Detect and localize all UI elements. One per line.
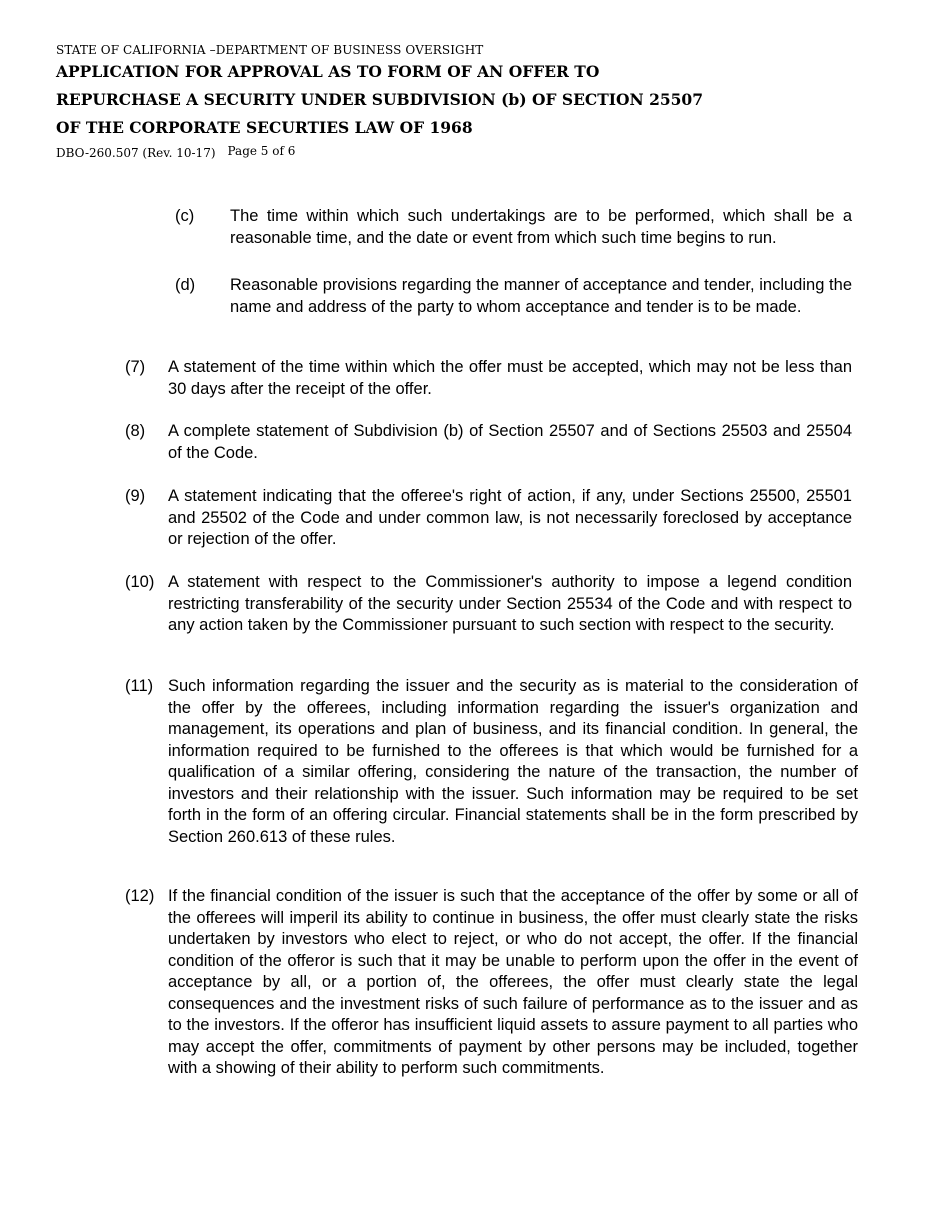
sub-item-d xyxy=(175,275,852,318)
form-title-line-3: OF THE CORPORATE SECURTIES LAW OF 1968 xyxy=(56,118,473,137)
item-marker: (7) xyxy=(125,358,146,376)
form-meta xyxy=(56,144,916,162)
item-marker: (9) xyxy=(125,487,146,505)
sub-item-c xyxy=(175,206,852,249)
item-8 xyxy=(125,421,852,464)
sub-item-text: Reasonable provisions regarding the manner of acceptance and tender, including the name and address of the party to whom acceptance and tender is to be made. xyxy=(230,276,852,316)
item-text: A statement with respect to the Commissioner's authority to impose a legend condition restricting transferability of the security under Section 25534 of the Code and with respect to any action taken by the Commissioner pursuant to such section with respect to the security. xyxy=(168,573,852,634)
item-text: Such information regarding the issuer and the security as is material to the consideration of the offer by the offerees, including information regarding the issuer's organization and management, its operations and plan of business, and its financial condition. In general, the information required to be furnished to the offerees is that which would be furnished for a qualification of a similar offering, considering the nature of the transaction, the number of investors and their relationship with the issuer. Such information may be required to be set forth in the form of an offering circular. Financial statements shall be in the form prescribed by Section 260.613 of these rules. xyxy=(168,677,858,846)
sub-item-marker: (c) xyxy=(175,207,195,225)
item-marker: (10) xyxy=(125,573,155,591)
item-marker: (11) xyxy=(125,677,154,695)
document-header xyxy=(56,42,916,162)
sub-item-marker: (d) xyxy=(175,276,196,294)
item-text: A statement of the time within which the offer must be accepted, which may not be less than 30 days after the receipt of the offer. xyxy=(168,358,852,398)
item-text: If the financial condition of the issuer is such that the acceptance of the offer by some or all of the offerees will imperil its ability to continue in business, the offer must clearly state the risks undertaken by investors who elect to reject, or who do not accept, the offer. If the financial condition of the offeror is such that it may be unable to perform upon the offer in the event of acceptance by all, or a portion of, the offerees, the offer must clearly state the legal consequences and the investment risks of such failure of performance as to the issuer and as to the investors. If the offeror has insufficient liquid assets to assure payment to all parties who may accept the offer, commitments of payment by other persons may be included, together with a showing of their ability to perform such commitments. xyxy=(168,887,858,1077)
item-text: A statement indicating that the offeree's right of action, if any, under Sections 25500, 25501 and 25502 of the Code and under common law, is not necessarily foreclosed by acceptance or rejection of the offer. xyxy=(168,487,852,548)
item-9 xyxy=(125,486,852,551)
form-number: DBO-260.507 (Rev. 10-17) xyxy=(56,146,216,160)
item-10 xyxy=(125,572,852,637)
sub-item-text: The time within which such undertakings are to be performed, which shall be a reasonable time, and the date or event from which such time begins to run. xyxy=(230,207,852,247)
item-marker: (8) xyxy=(125,422,146,440)
item-7 xyxy=(125,357,852,400)
form-title-line-1: APPLICATION FOR APPROVAL AS TO FORM OF AN OFFER TO xyxy=(56,62,600,81)
agency-name: STATE OF CALIFORNIA –DEPARTMENT OF BUSINESS OVERSIGHT xyxy=(56,43,484,57)
item-text: A complete statement of Subdivision (b) of Section 25507 and of Sections 25503 and 25504 of the Code. xyxy=(168,422,852,462)
item-11 xyxy=(125,676,858,848)
item-12 xyxy=(125,886,858,1080)
item-marker: (12) xyxy=(125,887,155,905)
form-title-line-2: REPURCHASE A SECURITY UNDER SUBDIVISION (b) OF SECTION 25507 xyxy=(56,90,704,109)
page-number: Page 5 of 6 xyxy=(227,144,296,158)
